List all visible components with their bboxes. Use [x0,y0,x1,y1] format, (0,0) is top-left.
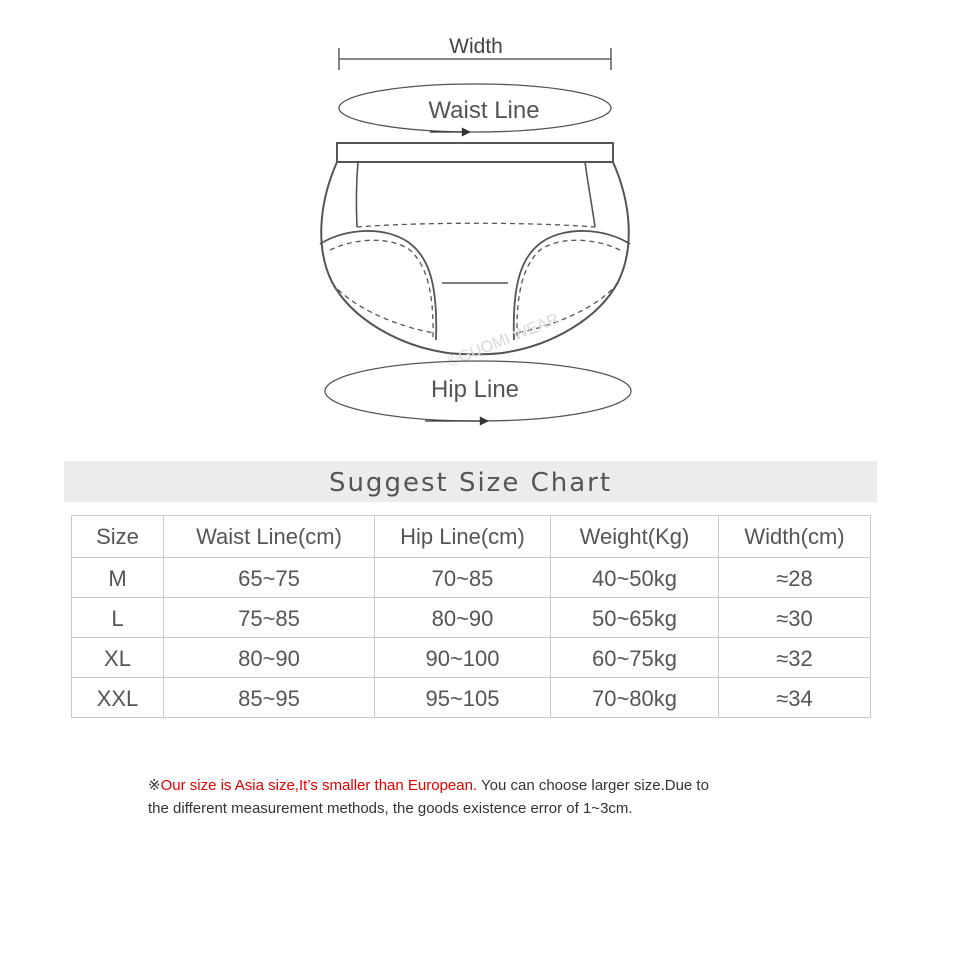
size-chart-title-bar [64,461,877,502]
cell-width: ≈30 [719,598,871,638]
cell-weight: 60~75kg [551,638,719,678]
cell-width: ≈32 [719,638,871,678]
size-chart-title: Suggest Size Chart [328,468,613,498]
size-table [71,515,871,718]
note-highlight: Our size is Asia size,It’s smaller than European. [160,777,478,794]
cell-width: ≈28 [719,558,871,598]
hip-line-label: Hip Line [430,376,520,403]
note-text-line2: the different measurement methods, the goods existence error of 1~3cm. [148,800,633,817]
header-size: Size [72,516,164,558]
cell-weight: 50~65kg [551,598,719,638]
header-weight: Weight(Kg) [551,516,719,558]
cell-weight: 40~50kg [551,558,719,598]
cell-waist: 85~95 [164,678,375,718]
note-text-line1: You can choose larger size.Due to [477,777,709,794]
table-row [72,558,871,598]
cell-waist: 80~90 [164,638,375,678]
cell-size: XL [72,638,164,678]
table-header-row [72,516,871,558]
cell-width: ≈34 [719,678,871,718]
cell-waist: 65~75 [164,558,375,598]
table-row [72,638,871,678]
cell-hip: 90~100 [375,638,551,678]
table-row [72,678,871,718]
table-row [72,598,871,638]
size-note [148,774,808,820]
header-hip-line: Hip Line(cm) [375,516,551,558]
cell-hip: 70~85 [375,558,551,598]
waist-line-label: Waist Line [428,97,540,124]
header-width: Width(cm) [719,516,871,558]
cell-hip: 95~105 [375,678,551,718]
cell-hip: 80~90 [375,598,551,638]
cell-waist: 75~85 [164,598,375,638]
header-waist-line: Waist Line(cm) [164,516,375,558]
underwear-illustration [320,143,630,354]
note-symbol: ※ [148,777,161,794]
cell-size: M [72,558,164,598]
watermark: ©GUOMI WEAR [445,310,562,371]
cell-weight: 70~80kg [551,678,719,718]
cell-size: XXL [72,678,164,718]
width-label: Width [449,35,503,58]
cell-size: L [72,598,164,638]
measurement-diagram [0,0,960,440]
